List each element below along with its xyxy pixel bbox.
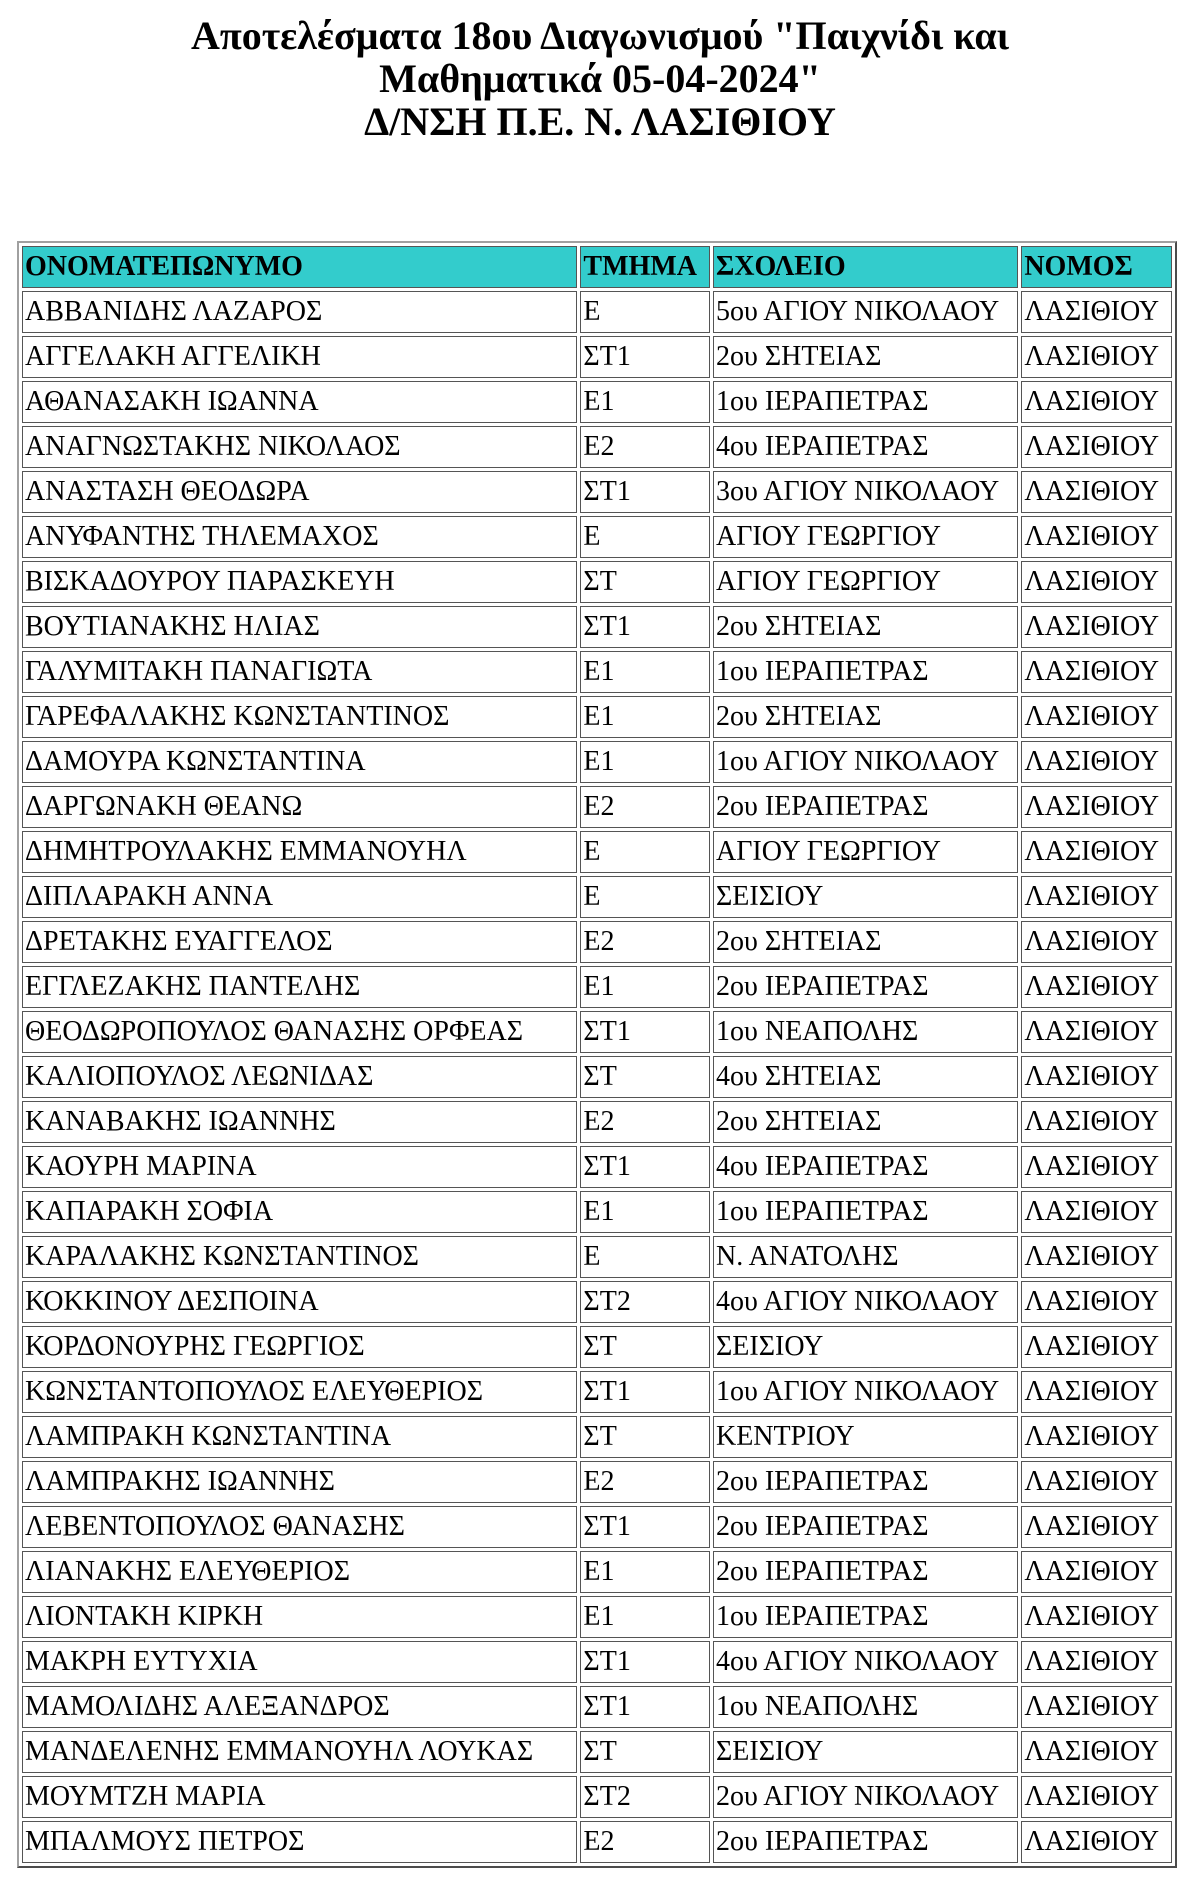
cell-county: ΛΑΣΙΘΙΟΥ [1021,1281,1172,1323]
results-table [17,241,1177,1868]
cell-county: ΛΑΣΙΘΙΟΥ [1021,1236,1172,1278]
cell-school: 2ου ΣΗΤΕΙΑΣ [713,696,1018,738]
cell-name: ΓΑΡΕΦΑΛΑΚΗΣ ΚΩΝΣΤΑΝΤΙΝΟΣ [22,696,577,738]
cell-class: ΣΤ2 [580,1776,710,1818]
cell-name: ΔΡΕΤΑΚΗΣ ΕΥΑΓΓΕΛΟΣ [22,921,577,963]
cell-class: Ε1 [580,381,710,423]
cell-school: 2ου ΙΕΡΑΠΕΤΡΑΣ [713,1506,1018,1548]
cell-county: ΛΑΣΙΘΙΟΥ [1021,606,1172,648]
cell-county: ΛΑΣΙΘΙΟΥ [1021,1416,1172,1458]
table-body [22,291,1172,1863]
cell-county: ΛΑΣΙΘΙΟΥ [1021,1191,1172,1233]
page-title-line-3: Δ/ΝΣΗ Π.Ε. Ν. ΛΑΣΙΘΙΟΥ [364,99,836,144]
cell-class: ΣΤ1 [580,1371,710,1413]
table-row [22,561,1172,603]
cell-county: ΛΑΣΙΘΙΟΥ [1021,696,1172,738]
cell-school: 4ου ΑΓΙΟΥ ΝΙΚΟΛΑΟΥ [713,1641,1018,1683]
cell-school: 1ου ΙΕΡΑΠΕΤΡΑΣ [713,1191,1018,1233]
cell-class: ΣΤ [580,1326,710,1368]
table-row [22,1551,1172,1593]
cell-class: ΣΤ2 [580,1281,710,1323]
cell-school: 2ου ΙΕΡΑΠΕΤΡΑΣ [713,1551,1018,1593]
cell-school: 2ου ΑΓΙΟΥ ΝΙΚΟΛΑΟΥ [713,1776,1018,1818]
cell-school: 5ου ΑΓΙΟΥ ΝΙΚΟΛΑΟΥ [713,291,1018,333]
table-row [22,966,1172,1008]
cell-school: ΣΕΙΣΙΟΥ [713,1731,1018,1773]
cell-name: ΒΟΥΤΙΑΝΑΚΗΣ ΗΛΙΑΣ [22,606,577,648]
cell-name: ΜΑΝΔΕΛΕΝΗΣ ΕΜΜΑΝΟΥΗΛ ΛΟΥΚΑΣ [22,1731,577,1773]
table-row [22,786,1172,828]
table-row [22,606,1172,648]
table-row [22,1461,1172,1503]
cell-class: Ε2 [580,426,710,468]
cell-class: ΣΤ1 [580,1686,710,1728]
cell-county: ΛΑΣΙΘΙΟΥ [1021,1101,1172,1143]
cell-county: ΛΑΣΙΘΙΟΥ [1021,1776,1172,1818]
column-header-name: ΟΝΟΜΑΤΕΠΩΝΥΜΟ [22,246,577,288]
cell-school: ΣΕΙΣΙΟΥ [713,1326,1018,1368]
cell-class: Ε1 [580,1551,710,1593]
cell-school: 1ου ΝΕΑΠΟΛΗΣ [713,1686,1018,1728]
cell-name: ΘΕΟΔΩΡΟΠΟΥΛΟΣ ΘΑΝΑΣΗΣ ΟΡΦΕΑΣ [22,1011,577,1053]
cell-class: Ε1 [580,1596,710,1638]
cell-name: ΛΙΑΝΑΚΗΣ ΕΛΕΥΘΕΡΙΟΣ [22,1551,577,1593]
cell-name: ΑΒΒΑΝΙΔΗΣ ΛΑΖΑΡΟΣ [22,291,577,333]
cell-county: ΛΑΣΙΘΙΟΥ [1021,1596,1172,1638]
cell-class: ΣΤ1 [580,1011,710,1053]
cell-county: ΛΑΣΙΘΙΟΥ [1021,741,1172,783]
cell-name: ΚΟΡΔΟΝΟΥΡΗΣ ΓΕΩΡΓΙΟΣ [22,1326,577,1368]
cell-class: Ε1 [580,741,710,783]
cell-class: Ε [580,1236,710,1278]
table-row [22,1281,1172,1323]
cell-school: 2ου ΙΕΡΑΠΕΤΡΑΣ [713,786,1018,828]
cell-class: ΣΤ1 [580,336,710,378]
cell-class: ΣΤ1 [580,471,710,513]
cell-name: ΚΑΝΑΒΑΚΗΣ ΙΩΑΝΝΗΣ [22,1101,577,1143]
cell-name: ΚΟΚΚΙΝΟΥ ΔΕΣΠΟΙΝΑ [22,1281,577,1323]
cell-class: Ε1 [580,966,710,1008]
cell-name: ΔΑΡΓΩΝΑΚΗ ΘΕΑΝΩ [22,786,577,828]
table-row [22,1641,1172,1683]
table-row [22,696,1172,738]
cell-school: ΣΕΙΣΙΟΥ [713,876,1018,918]
cell-class: ΣΤ1 [580,1146,710,1188]
cell-county: ΛΑΣΙΘΙΟΥ [1021,1461,1172,1503]
cell-county: ΛΑΣΙΘΙΟΥ [1021,786,1172,828]
table-row [22,876,1172,918]
cell-name: ΚΑΡΑΛΑΚΗΣ ΚΩΝΣΤΑΝΤΙΝΟΣ [22,1236,577,1278]
cell-class: ΣΤ [580,561,710,603]
cell-name: ΛΑΜΠΡΑΚΗ ΚΩΝΣΤΑΝΤΙΝΑ [22,1416,577,1458]
cell-school: ΑΓΙΟΥ ΓΕΩΡΓΙΟΥ [713,516,1018,558]
cell-school: ΑΓΙΟΥ ΓΕΩΡΓΙΟΥ [713,561,1018,603]
cell-name: ΚΑΛΙΟΠΟΥΛΟΣ ΛΕΩΝΙΔΑΣ [22,1056,577,1098]
cell-county: ΛΑΣΙΘΙΟΥ [1021,1821,1172,1863]
cell-county: ΛΑΣΙΘΙΟΥ [1021,381,1172,423]
column-header-school: ΣΧΟΛΕΙΟ [713,246,1018,288]
cell-class: Ε1 [580,696,710,738]
cell-class: Ε2 [580,786,710,828]
cell-school: 4ου ΙΕΡΑΠΕΤΡΑΣ [713,1146,1018,1188]
table-row [22,741,1172,783]
table-row [22,1731,1172,1773]
cell-name: ΑΝΑΓΝΩΣΤΑΚΗΣ ΝΙΚΟΛΑΟΣ [22,426,577,468]
cell-school: 1ου ΑΓΙΟΥ ΝΙΚΟΛΑΟΥ [713,1371,1018,1413]
cell-class: ΣΤ [580,1056,710,1098]
page-title-line-2: Μαθηματικά 05-04-2024" [379,56,821,101]
cell-school: ΚΕΝΤΡΙΟΥ [713,1416,1018,1458]
cell-name: ΚΑΠΑΡΑΚΗ ΣΟΦΙΑ [22,1191,577,1233]
table-row [22,336,1172,378]
table-row [22,1191,1172,1233]
cell-school: 1ου ΑΓΙΟΥ ΝΙΚΟΛΑΟΥ [713,741,1018,783]
cell-school: 2ου ΣΗΤΕΙΑΣ [713,336,1018,378]
cell-name: ΜΑΜΟΛΙΔΗΣ ΑΛΕΞΑΝΔΡΟΣ [22,1686,577,1728]
cell-school: 1ου ΙΕΡΑΠΕΤΡΑΣ [713,651,1018,693]
cell-county: ΛΑΣΙΘΙΟΥ [1021,1146,1172,1188]
cell-county: ΛΑΣΙΘΙΟΥ [1021,426,1172,468]
cell-class: Ε2 [580,921,710,963]
table-row [22,1146,1172,1188]
cell-name: ΑΘΑΝΑΣΑΚΗ ΙΩΑΝΝΑ [22,381,577,423]
cell-county: ΛΑΣΙΘΙΟΥ [1021,336,1172,378]
table-row [22,516,1172,558]
cell-school: 1ου ΙΕΡΑΠΕΤΡΑΣ [713,381,1018,423]
table-row [22,1236,1172,1278]
cell-school: ΑΓΙΟΥ ΓΕΩΡΓΙΟΥ [713,831,1018,873]
cell-class: Ε1 [580,1191,710,1233]
cell-class: ΣΤ1 [580,606,710,648]
cell-name: ΛΑΜΠΡΑΚΗΣ ΙΩΑΝΝΗΣ [22,1461,577,1503]
cell-county: ΛΑΣΙΘΙΟΥ [1021,291,1172,333]
table-row [22,1776,1172,1818]
cell-name: ΚΩΝΣΤΑΝΤΟΠΟΥΛΟΣ ΕΛΕΥΘΕΡΙΟΣ [22,1371,577,1413]
cell-county: ΛΑΣΙΘΙΟΥ [1021,966,1172,1008]
cell-county: ΛΑΣΙΘΙΟΥ [1021,651,1172,693]
table-row [22,1011,1172,1053]
cell-name: ΔΙΠΛΑΡΑΚΗ ΑΝΝΑ [22,876,577,918]
cell-name: ΚΑΟΥΡΗ ΜΑΡΙΝΑ [22,1146,577,1188]
cell-name: ΛΙΟΝΤΑΚΗ ΚΙΡΚΗ [22,1596,577,1638]
table-row [22,1056,1172,1098]
cell-county: ΛΑΣΙΘΙΟΥ [1021,1551,1172,1593]
cell-school: 2ου ΙΕΡΑΠΕΤΡΑΣ [713,1821,1018,1863]
cell-name: ΑΝΥΦΑΝΤΗΣ ΤΗΛΕΜΑΧΟΣ [22,516,577,558]
cell-county: ΛΑΣΙΘΙΟΥ [1021,876,1172,918]
cell-name: ΜΠΑΛΜΟΥΣ ΠΕΤΡΟΣ [22,1821,577,1863]
cell-school: 3ου ΑΓΙΟΥ ΝΙΚΟΛΑΟΥ [713,471,1018,513]
cell-school: Ν. ΑΝΑΤΟΛΗΣ [713,1236,1018,1278]
page-title-line-1: Αποτελέσματα 18ου Διαγωνισμού "Παιχνίδι και [190,13,1010,58]
cell-school: 4ου ΙΕΡΑΠΕΤΡΑΣ [713,426,1018,468]
table-row [22,426,1172,468]
cell-school: 2ου ΙΕΡΑΠΕΤΡΑΣ [713,966,1018,1008]
cell-county: ΛΑΣΙΘΙΟΥ [1021,1641,1172,1683]
table-row [22,921,1172,963]
cell-school: 2ου ΣΗΤΕΙΑΣ [713,921,1018,963]
table-row [22,381,1172,423]
cell-name: ΓΑΛΥΜΙΤΑΚΗ ΠΑΝΑΓΙΩΤΑ [22,651,577,693]
table-row [22,1101,1172,1143]
table-row [22,1371,1172,1413]
cell-school: 4ου ΣΗΤΕΙΑΣ [713,1056,1018,1098]
cell-name: ΑΝΑΣΤΑΣΗ ΘΕΟΔΩΡΑ [22,471,577,513]
table-header-row [22,246,1172,288]
cell-class: Ε [580,516,710,558]
table-row [22,831,1172,873]
cell-class: ΣΤ1 [580,1641,710,1683]
cell-name: ΜΟΥΜΤΖΗ ΜΑΡΙΑ [22,1776,577,1818]
cell-county: ΛΑΣΙΘΙΟΥ [1021,1506,1172,1548]
cell-class: Ε [580,876,710,918]
table-row [22,471,1172,513]
cell-school: 1ου ΝΕΑΠΟΛΗΣ [713,1011,1018,1053]
cell-county: ΛΑΣΙΘΙΟΥ [1021,1371,1172,1413]
cell-class: Ε2 [580,1461,710,1503]
cell-school: 4ου ΑΓΙΟΥ ΝΙΚΟΛΑΟΥ [713,1281,1018,1323]
cell-school: 2ου ΣΗΤΕΙΑΣ [713,1101,1018,1143]
column-header-county: ΝΟΜΟΣ [1021,246,1172,288]
cell-school: 1ου ΙΕΡΑΠΕΤΡΑΣ [713,1596,1018,1638]
cell-name: ΜΑΚΡΗ ΕΥΤΥΧΙΑ [22,1641,577,1683]
table-row [22,651,1172,693]
cell-class: Ε2 [580,1821,710,1863]
cell-county: ΛΑΣΙΘΙΟΥ [1021,1011,1172,1053]
table-row [22,1596,1172,1638]
cell-county: ΛΑΣΙΘΙΟΥ [1021,561,1172,603]
cell-county: ΛΑΣΙΘΙΟΥ [1021,1326,1172,1368]
cell-name: ΔΑΜΟΥΡΑ ΚΩΝΣΤΑΝΤΙΝΑ [22,741,577,783]
table-row [22,1686,1172,1728]
cell-school: 2ου ΣΗΤΕΙΑΣ [713,606,1018,648]
cell-class: Ε1 [580,651,710,693]
cell-county: ΛΑΣΙΘΙΟΥ [1021,1056,1172,1098]
cell-county: ΛΑΣΙΘΙΟΥ [1021,831,1172,873]
table-row [22,1326,1172,1368]
cell-county: ΛΑΣΙΘΙΟΥ [1021,516,1172,558]
cell-class: ΣΤ [580,1416,710,1458]
cell-name: ΔΗΜΗΤΡΟΥΛΑΚΗΣ ΕΜΜΑΝΟΥΗΛ [22,831,577,873]
cell-class: Ε [580,291,710,333]
table-row [22,1416,1172,1458]
cell-name: ΑΓΓΕΛΑΚΗ ΑΓΓΕΛΙΚΗ [22,336,577,378]
cell-name: ΕΓΓΛΕΖΑΚΗΣ ΠΑΝΤΕΛΗΣ [22,966,577,1008]
cell-class: Ε [580,831,710,873]
cell-county: ΛΑΣΙΘΙΟΥ [1021,1731,1172,1773]
cell-school: 2ου ΙΕΡΑΠΕΤΡΑΣ [713,1461,1018,1503]
cell-county: ΛΑΣΙΘΙΟΥ [1021,471,1172,513]
cell-name: ΛΕΒΕΝΤΟΠΟΥΛΟΣ ΘΑΝΑΣΗΣ [22,1506,577,1548]
cell-county: ΛΑΣΙΘΙΟΥ [1021,921,1172,963]
table-row [22,1821,1172,1863]
cell-class: Ε2 [580,1101,710,1143]
cell-name: ΒΙΣΚΑΔΟΥΡΟΥ ΠΑΡΑΣΚΕΥΗ [22,561,577,603]
column-header-class: ΤΜΗΜΑ [580,246,710,288]
table-row [22,291,1172,333]
page-title [0,14,1200,143]
cell-county: ΛΑΣΙΘΙΟΥ [1021,1686,1172,1728]
cell-class: ΣΤ1 [580,1506,710,1548]
table-row [22,1506,1172,1548]
cell-class: ΣΤ [580,1731,710,1773]
